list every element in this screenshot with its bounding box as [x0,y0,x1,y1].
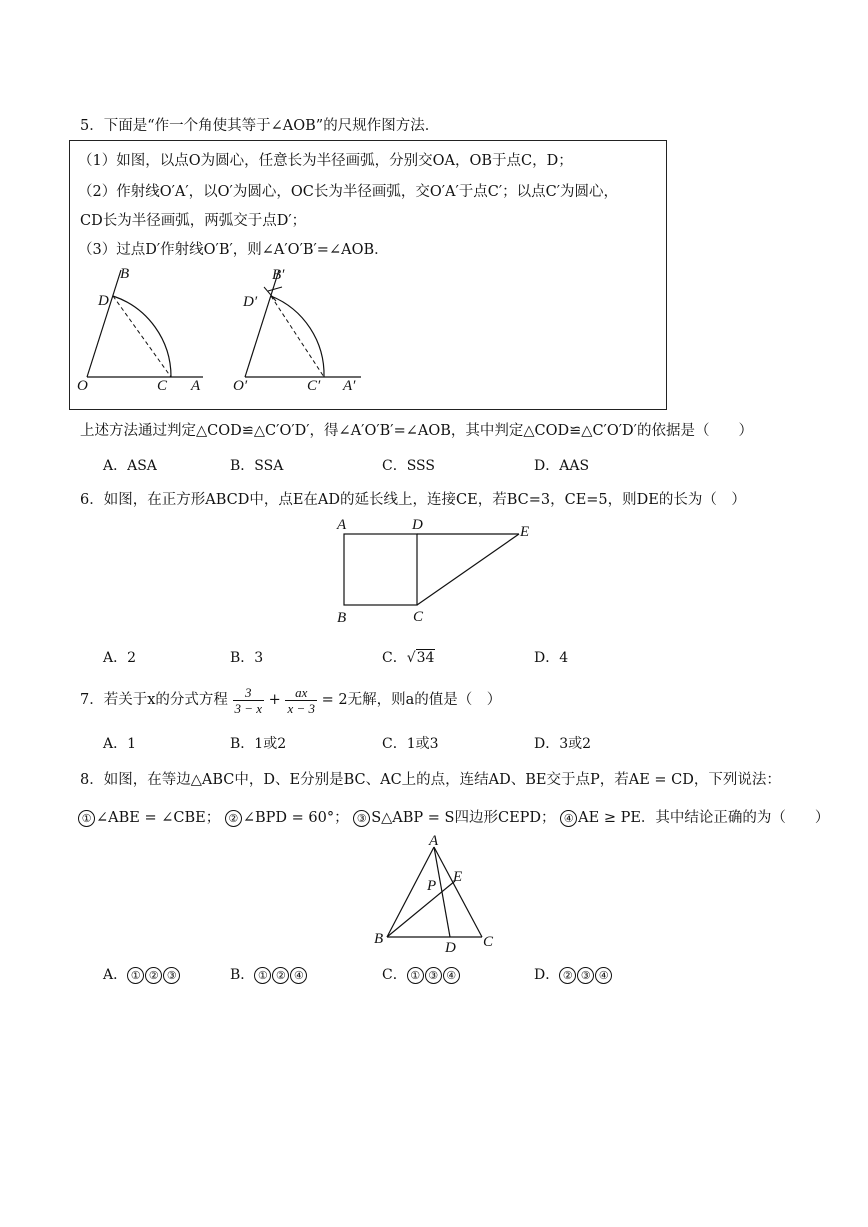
q5-step1: （1）如图，以点O为圆心，任意长为半径画弧，分别交OA，OB于点C，D； [78,153,573,169]
label-D: D [98,293,109,309]
q5-option-c[interactable]: C．SSS [382,458,435,474]
q8-option-c-letter: C． [382,967,407,983]
q5-step2a: （2）作射线O′A′，以O′为圆心，OC长为半径画弧，交O′A′于点C′；以点C′为圆心， [78,184,619,200]
q7-option-b[interactable]: B．1或2 [230,736,287,752]
q7-option-a[interactable]: A．1 [103,736,137,752]
q6-question: 6．如图，在正方形ABCD中，点E在AD的延长线上，连接CE，若BC=3，CE=5，则DE的长为（ ） [80,492,746,508]
q8-line2 [78,806,829,827]
label-B: B [337,610,347,626]
label-O-prime: O′ [233,378,248,394]
mark: ① [254,967,271,984]
q7-option-d[interactable]: D．3或2 [534,736,592,752]
label-C: C [157,378,168,394]
mark: ② [272,967,289,984]
mark: ④ [595,967,612,984]
q8-option-b[interactable] [230,964,308,984]
label-C-prime: C′ [307,378,321,394]
mark: ③ [163,967,180,984]
mark: ④ [290,967,307,984]
mark: ① [127,967,144,984]
mark-4: ④ [560,810,577,827]
label-P: P [427,878,437,894]
q7-frac2-num: ax [285,685,317,701]
q6-option-c-radicand: 34 [416,650,435,666]
label-E: E [453,869,463,885]
q6-option-c[interactable] [382,647,435,667]
label-D: D [412,517,423,533]
sqrt-icon: √ [406,650,416,666]
q8-option-d[interactable] [534,964,613,984]
q5-step2b: CD长为半径画弧，两弧交于点D′； [80,213,307,229]
mark-3: ③ [353,810,370,827]
q7-frac1-den: 3 − x [234,700,263,716]
q7-plus: + [268,692,281,708]
mark: ② [559,967,576,984]
q5-title: 5．下面是“作一个角使其等于∠AOB”的尺规作图方法． [80,118,440,134]
label-B: B [120,266,130,282]
q5-figure-2 [230,265,370,394]
q7-option-c[interactable]: C．1或3 [382,736,439,752]
q7-suffix: = 2无解，则a的值是（ ） [321,692,502,708]
q8-option-b-letter: B． [230,967,255,983]
q8-item1: ∠ABE = ∠CBE； [96,810,221,826]
q6-option-b[interactable]: B．3 [230,650,264,666]
q6-figure [334,516,534,626]
q7-frac1-num: 3 [233,685,265,701]
q7-prefix: 7．若关于x的分式方程 [80,692,228,708]
label-B-prime: B′ [272,267,285,283]
q8-option-c[interactable] [382,964,461,984]
mark: ④ [443,967,460,984]
mark: ③ [425,967,442,984]
q8-item2: ∠BPD = 60°； [242,810,349,826]
mark-2: ② [225,810,242,827]
label-B: B [374,931,384,947]
q5-option-b[interactable]: B．SSA [230,458,284,474]
q5-figure-1 [70,265,210,394]
mark: ② [145,967,162,984]
mark-1: ① [78,810,95,827]
q5-option-a[interactable]: A．ASA [103,458,157,474]
q6-option-d[interactable]: D．4 [534,650,569,666]
label-A: A [337,517,347,533]
q8-option-a-letter: A． [103,967,128,983]
q8-option-a[interactable] [103,964,181,984]
q7-question [80,683,501,717]
mark: ③ [577,967,594,984]
label-A-prime: A′ [343,378,356,394]
mark: ① [407,967,424,984]
q8-item3: S△ABP = S四边形CEPD； [371,810,556,826]
q6-option-a[interactable]: A．2 [103,650,137,666]
label-D-prime: D′ [243,294,258,310]
label-C: C [413,609,424,625]
q5-question: 上述方法通过判定△COD≌△C′O′D′，得∠A′O′B′=∠AOB，其中判定△COD≌△C′O′D′的依据是（ ） [80,423,753,439]
label-O: O [77,378,88,394]
label-C: C [483,934,494,950]
label-D: D [445,940,456,956]
q7-fraction-2 [285,685,317,716]
label-A: A [191,378,201,394]
q7-fraction-1 [233,685,265,716]
label-A: A [429,833,439,849]
q6-option-c-letter: C． [382,650,407,666]
q8-figure [370,835,510,955]
q8-option-d-letter: D． [534,967,560,983]
q8-line1: 8．如图，在等边△ABC中，D、E分别是BC、AC上的点，连结AD、BE交于点P，若AE = CD，下列说法： [80,772,781,788]
q8-item4: AE ≥ PE．其中结论正确的为（ ） [578,810,830,826]
q7-frac2-den: x − 3 [287,700,315,716]
q5-option-d[interactable]: D．AAS [534,458,590,474]
label-E: E [520,524,530,540]
q5-step3: （3）过点D′作射线O′B′，则∠A′O′B′=∠AOB． [78,242,389,258]
